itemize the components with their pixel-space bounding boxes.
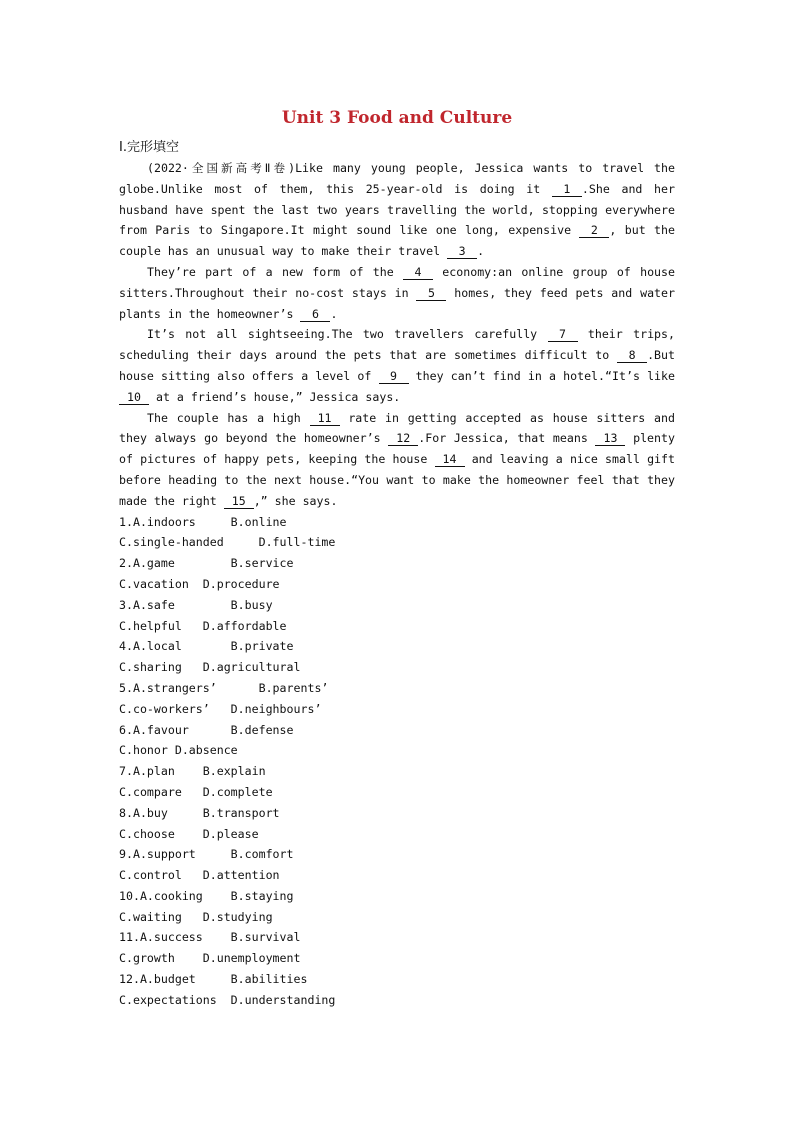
- passage-text: .She and her husband have spent the last two years travelling the world, stopping everywhere from Paris to Singapore.It might sound like one long, expensive: [119, 181, 675, 238]
- option-line: 5.A.strangers’ B.parents’: [119, 680, 329, 695]
- passage-text: (2022·全国新高考Ⅱ卷)Like many young people, Jessica wants to travel the globe.Unlike most of them, this 25-year-old is doing it: [119, 161, 675, 196]
- blank-14: 14: [435, 452, 465, 467]
- passage-text: .: [330, 306, 338, 321]
- blank-15: 15: [224, 494, 254, 509]
- passage-paragraph: [119, 324, 675, 407]
- option-line: 9.A.support B.comfort: [119, 847, 294, 862]
- blank-11: 11: [310, 411, 340, 426]
- blank-9: 9: [379, 369, 409, 384]
- option-line: 3.A.safe B.busy: [119, 597, 273, 612]
- blank-2: 2: [579, 223, 609, 238]
- option-line: C.single-handed D.full-time: [119, 535, 336, 550]
- blank-7: 7: [548, 327, 578, 342]
- answer-options: [119, 512, 675, 1011]
- passage-text: , but the couple has an unusual way to make their travel: [119, 223, 675, 259]
- blank-1: 1: [552, 182, 582, 197]
- passage-text: and leaving a nice small gift before heading to the next house.“You want to make the homeowner feel that they made the right: [119, 452, 675, 508]
- option-line: 6.A.favour B.defense: [119, 722, 294, 737]
- passage-text: .For Jessica, that means: [418, 431, 596, 446]
- blank-3: 3: [447, 244, 477, 259]
- document-page: [119, 104, 675, 1011]
- option-line: 1.A.indoors B.online: [119, 514, 287, 529]
- option-line: C.control D.attention: [119, 868, 280, 883]
- option-line: C.vacation D.procedure: [119, 576, 280, 591]
- option-line: 4.A.local B.private: [119, 639, 294, 654]
- blank-5: 5: [416, 286, 446, 301]
- passage-text: their trips, scheduling their days around the pets that are sometimes difficult to: [119, 327, 675, 363]
- option-line: C.sharing D.agricultural: [119, 660, 301, 675]
- option-line: C.helpful D.affordable: [119, 618, 287, 633]
- blank-10: 10: [119, 390, 149, 405]
- passage-paragraph: [119, 408, 675, 512]
- passage-paragraph: [119, 158, 675, 262]
- passage-text: rate in getting accepted as house sitters and they always go beyond the homeowner’s: [119, 410, 675, 446]
- section-heading: Ⅰ.完形填空: [119, 140, 179, 155]
- passage-text: at a friend’s house,” Jessica says.: [149, 389, 401, 404]
- blank-8: 8: [617, 348, 647, 363]
- option-line: C.choose D.please: [119, 826, 259, 841]
- passage-text: The couple has a high: [147, 410, 310, 425]
- option-line: 2.A.game B.service: [119, 556, 294, 571]
- option-line: C.growth D.unemployment: [119, 951, 301, 966]
- blank-6: 6: [300, 307, 330, 322]
- option-line: 12.A.budget B.abilities: [119, 972, 308, 987]
- option-line: C.expectations D.understanding: [119, 992, 336, 1007]
- cloze-passage: [119, 158, 675, 512]
- passage-text: ,” she says.: [253, 493, 338, 508]
- passage-text: .But house sitting also offers a level of: [119, 348, 675, 383]
- passage-text: plenty of pictures of happy pets, keeping the house: [119, 431, 675, 467]
- passage-text: homes, they feed pets and water plants in the homeowner’s: [119, 285, 675, 321]
- option-line: C.compare D.complete: [119, 784, 273, 799]
- blank-12: 12: [388, 431, 418, 446]
- passage-text: It’s not all sightseeing.The two travellers carefully: [147, 327, 548, 342]
- page-title: Unit 3 Food and Culture: [281, 108, 513, 128]
- passage-text: economy:an online group of house sitters.Throughout their no-cost stays in: [119, 264, 675, 300]
- blank-13: 13: [595, 431, 625, 446]
- passage-text: .: [477, 244, 485, 259]
- option-line: 11.A.success B.survival: [119, 930, 301, 945]
- passage-text: They’re part of a new form of the: [147, 264, 403, 279]
- option-line: C.co-workers’ D.neighbours’: [119, 701, 322, 716]
- option-line: C.waiting D.studying: [119, 909, 273, 924]
- option-line: 10.A.cooking B.staying: [119, 888, 294, 903]
- passage-text: they can’t find in a hotel.“It’s like: [408, 368, 675, 383]
- option-line: C.honor D.absence: [119, 743, 238, 758]
- blank-4: 4: [403, 265, 433, 280]
- option-line: 8.A.buy B.transport: [119, 805, 280, 820]
- passage-paragraph: [119, 262, 675, 324]
- option-line: 7.A.plan B.explain: [119, 764, 266, 779]
